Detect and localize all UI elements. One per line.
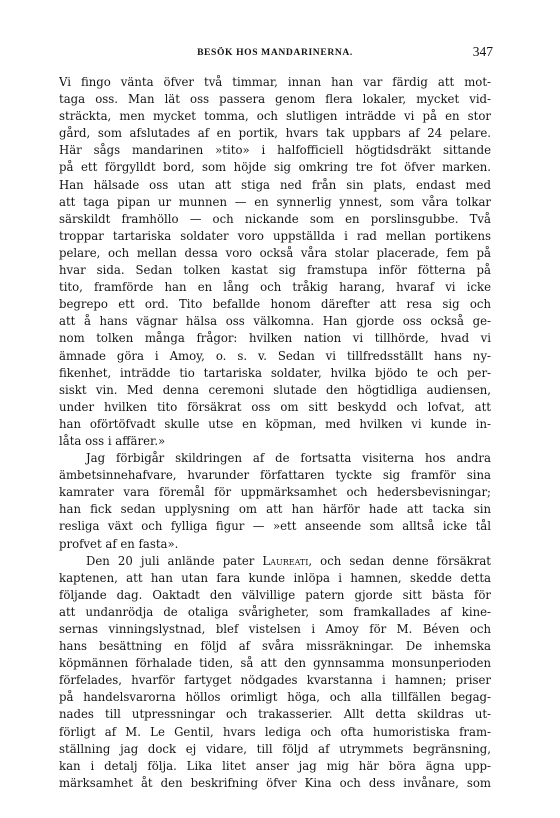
text-line: särskildt framhöllo — och nickande som en porslinsgubbe. Två [59, 211, 491, 226]
text-line: fikenhet, inträdde tio tartariska soldater, hvilka bjödo te och per- [59, 365, 491, 380]
running-title: BESÖK HOS MANDARINERNA. [197, 47, 353, 58]
text-line: resliga växt och fylliga figur — »ett anseende som alltså icke tål [59, 519, 491, 534]
text-line: Jag förbigår skildringen af de fortsatta visiterna hos andra [86, 451, 491, 466]
text-line: sträckta, men mycket tomma, och slutligen inträdde vi på en stor [59, 109, 491, 124]
text-line: Här sågs mandarinen »tito» i halfofficiell högtidsdräkt sittande [59, 143, 491, 158]
line-start: Den 20 juli anlände pater [86, 553, 263, 568]
line-end: , och sedan denne försäkrat [308, 553, 491, 568]
text-line: förligt af M. Le Gentil, hvars lediga och ofta humoristiska fram- [59, 724, 491, 739]
text-line: troppar tartariska soldater voro uppställda i rad mellan portikens [59, 228, 491, 243]
paragraph-2 [59, 450, 491, 553]
text-line: siskt vin. Med denna ceremoni slutade den högtidliga audiensen, [59, 382, 491, 397]
text-line: ställning jag dock ej vidare, till följd af utrymmets begränsning, [59, 741, 491, 756]
text-line: tito, framförde han en lång och tråkig harang, hvaraf vi icke [59, 280, 491, 295]
text-line: profvet af en fasta». [59, 536, 179, 551]
text-line: köpmännen förhalade tiden, så att den gynnsamma monsunperioden [59, 656, 491, 671]
text-line: pelare, och mellan dessa voro också våra stolar placerade, fem på [59, 245, 491, 260]
text-line: att å hans vägnar hälsa oss välkomna. Han gjorde oss också ge- [59, 314, 491, 329]
text-line: hans besättning en följd af svåra missräkningar. De inhemska [59, 639, 491, 654]
text-line: Vi fingo vänta öfver två timmar, innan han var färdig att mot- [59, 75, 491, 89]
text-line: märksamhet åt den beskrifning öfver Kina och dess invånare, som [59, 775, 491, 790]
text-line: under hvilken tito försäkrat oss om sitt beskydd och lofvat, att [59, 399, 491, 414]
text-line: ämnade göra i Amoy, o. s. v. Sedan vi tillfredsställt hans ny- [59, 348, 491, 363]
text-line: taga oss. Man lät oss passera genom flera lokaler, mycket vid- [59, 92, 491, 107]
text-line: att undanrödja de otaliga svårigheter, som framkallades af kine- [59, 604, 491, 619]
text-line: sernas vinningslystnad, blef vistelsen i Amoy för M. Béven och [59, 622, 491, 636]
page-number: 347 [472, 44, 493, 59]
text-line: han fick sedan upplysning om att han härför hade att tacka sin [59, 502, 491, 517]
text-line: ämbetsinnehafvare, hvarunder författaren tyckte sig framför sina [59, 468, 491, 483]
text-line: nades till utpressningar och trakasserier. Allt detta skildras ut- [59, 707, 491, 722]
text-line: Han hälsade oss utan att stiga ned från sin plats, endast med [59, 177, 491, 192]
text-line: att taga pipan ur munnen — en synnerlig ynnest, som våra tolkar [59, 194, 491, 209]
text-line: kaptenen, att han utan fara kunde inlöpa i hamnen, skedde detta [59, 570, 491, 585]
person-name-laureati: Laureati [262, 553, 309, 568]
text-line: hvar sida. Sedan tolken kastat sig framstupa inför fötterna på [59, 263, 491, 278]
text-line: på ett förgylldt bord, som höjde sig omkring tre fot öfver marken. [59, 160, 491, 175]
text-line: låta oss i affärer.» [59, 433, 166, 448]
running-head [59, 44, 491, 60]
text-line: han oförtöfvadt skulle utse en köpman, med hvilken vi kunde in- [59, 416, 491, 431]
text-line: förfelades, hvarför fartyget nödgades kvarstanna i hamnen; priser [59, 673, 491, 688]
text-line: följande dag. Oaktadt den välvillige patern gjorde sitt bästa för [59, 587, 491, 602]
paragraph-3 [59, 553, 491, 792]
text-line: kan i detalj följa. Lika litet anser jag mig här böra ägna upp- [59, 758, 491, 773]
text-line: nom tolken många frågor: hvilken nation vi tillhörde, hvad vi [59, 331, 491, 346]
text-line: kamrater vara föremål för uppmärksamhet och hedersbevisningar; [59, 485, 491, 500]
paragraph-1 [59, 74, 491, 450]
text-line-with-name [59, 553, 491, 570]
text-line: gård, som afslutades af en portik, hvars tak uppbars af 24 pelare. [59, 126, 491, 141]
text-line: begrepo ett ord. Tito befallde honom därefter att resa sig och [59, 297, 491, 312]
book-page [59, 44, 491, 792]
text-line: på handelsvarorna höllos orimligt höga, och alla tillfällen begag- [59, 690, 491, 705]
